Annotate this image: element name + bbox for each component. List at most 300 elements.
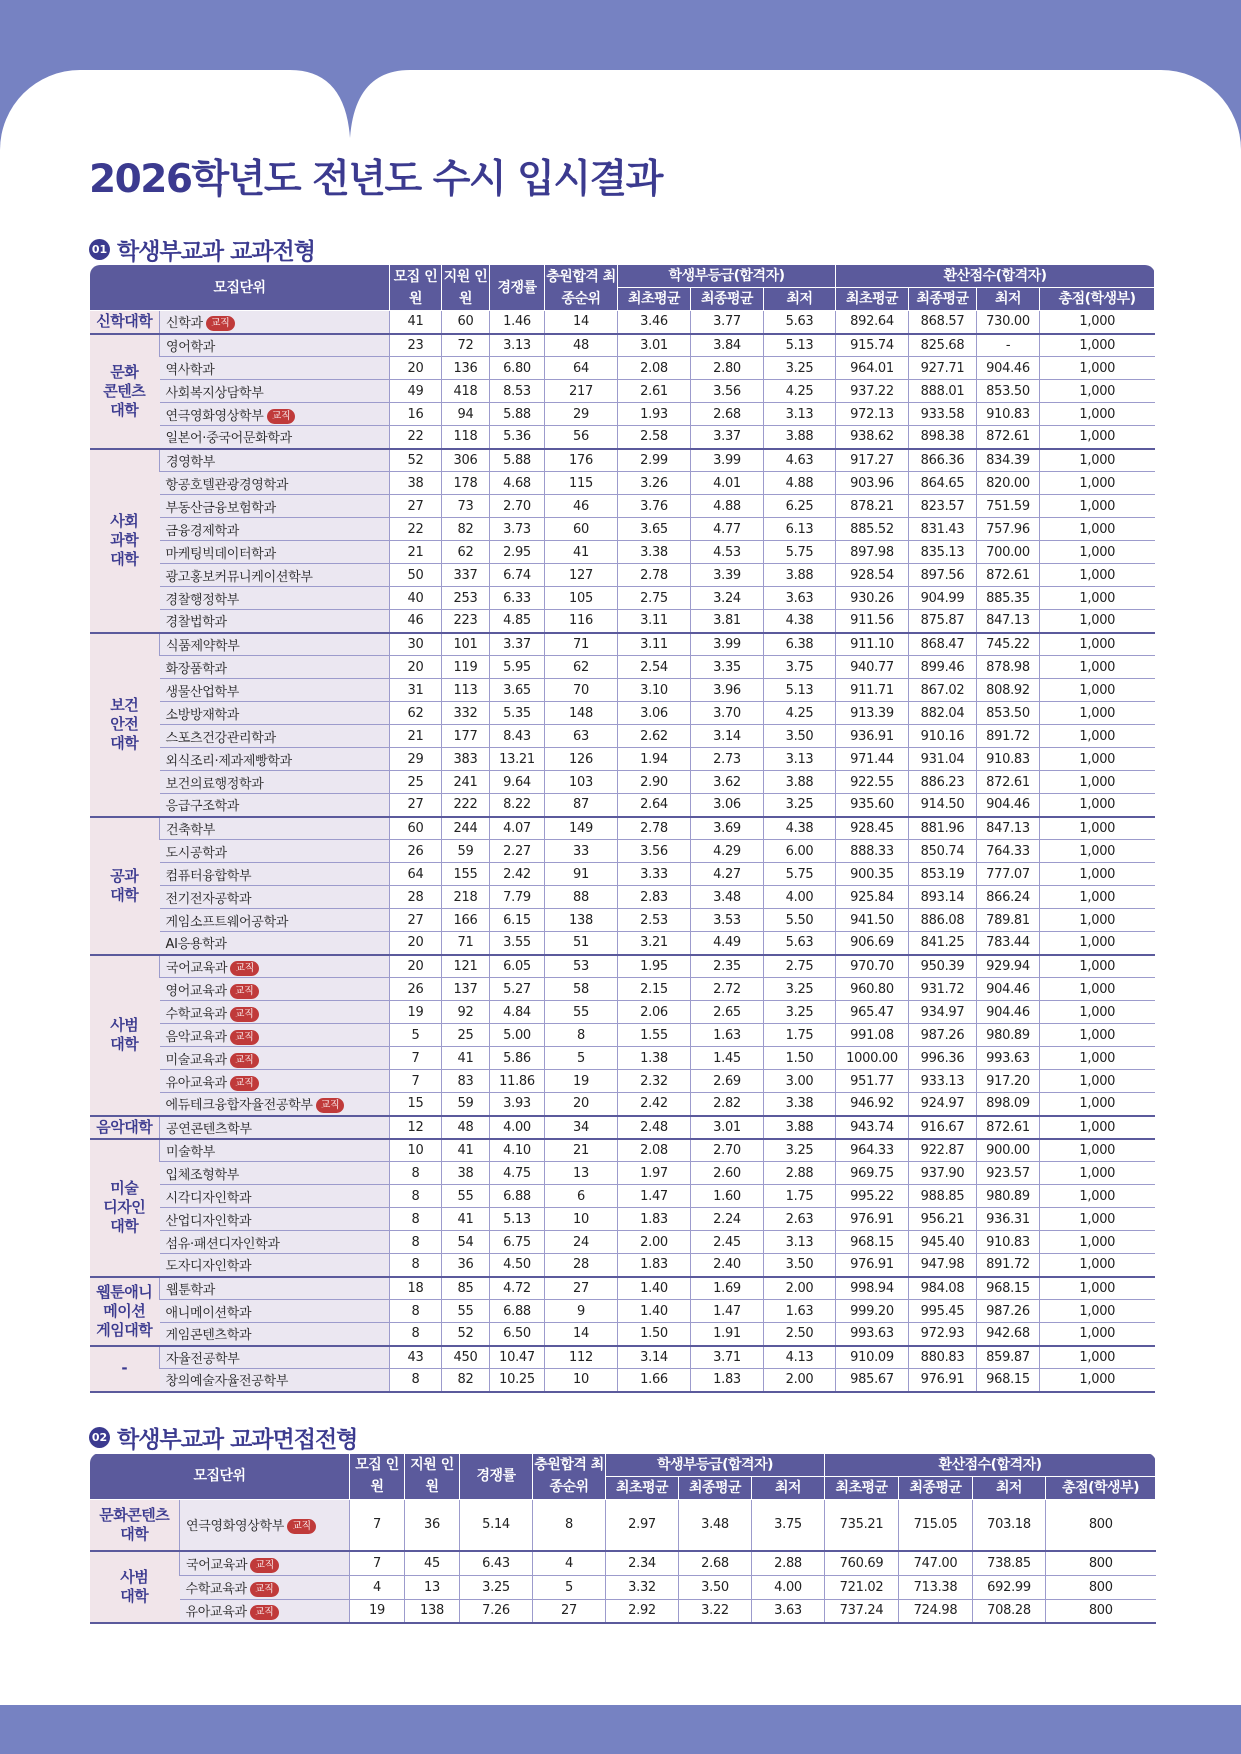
score-first-avg-cell: 915.74 <box>836 334 909 357</box>
score-first-avg-cell: 1000.00 <box>836 1047 909 1070</box>
grade-first-avg-cell: 3.21 <box>618 932 691 955</box>
score-first-avg-cell: 897.98 <box>836 541 909 564</box>
score-final-avg-cell: 950.39 <box>909 955 977 978</box>
table-row <box>90 1116 1155 1139</box>
grade-first-avg-cell: 3.14 <box>618 1346 691 1369</box>
grade-first-avg-cell: 1.93 <box>618 403 691 426</box>
college-cell: 신학대학 <box>90 311 160 334</box>
grade-first-avg-cell: 3.65 <box>618 518 691 541</box>
grade-min-cell: 3.63 <box>764 587 836 610</box>
score-first-avg-cell: 995.22 <box>836 1185 909 1208</box>
grade-min-cell: 2.88 <box>764 1162 836 1185</box>
grade-final-avg-cell: 1.45 <box>691 1047 764 1070</box>
grade-final-avg-cell: 2.68 <box>691 403 764 426</box>
final-rank-cell: 103 <box>545 771 618 794</box>
table-row <box>90 771 1155 794</box>
grade-min-cell: 4.88 <box>764 472 836 495</box>
score-final-avg-cell: 893.14 <box>909 886 977 909</box>
score-first-avg-cell: 976.91 <box>836 1254 909 1277</box>
final-rank-cell: 9 <box>545 1300 618 1323</box>
score-final-avg-cell: 888.01 <box>909 380 977 403</box>
total-cell: 1,000 <box>1040 702 1155 725</box>
ratio-cell: 4.50 <box>490 1254 545 1277</box>
total-cell: 1,000 <box>1040 564 1155 587</box>
score-final-avg-cell: 931.72 <box>909 978 977 1001</box>
score-first-avg-cell: 971.44 <box>836 748 909 771</box>
quota-cell: 7 <box>350 1499 405 1551</box>
unit-cell <box>160 334 390 357</box>
score-first-avg-cell: 911.10 <box>836 633 909 656</box>
total-cell: 1,000 <box>1040 1139 1155 1162</box>
applicants-cell: 178 <box>442 472 490 495</box>
final-rank-cell: 112 <box>545 1346 618 1369</box>
quota-cell: 52 <box>390 449 442 472</box>
final-rank-cell: 71 <box>545 633 618 656</box>
score-final-avg-cell: 898.38 <box>909 426 977 449</box>
quota-cell: 31 <box>390 679 442 702</box>
unit-cell <box>160 311 390 334</box>
unit-name: 입체조형학부 <box>165 1167 240 1183</box>
header-notch <box>290 0 410 140</box>
table-2-body <box>90 1499 1156 1623</box>
score-final-avg-cell: 916.67 <box>909 1116 977 1139</box>
grade-final-avg-cell: 3.99 <box>691 633 764 656</box>
section-number-badge: 02 <box>89 1427 110 1448</box>
score-final-avg-cell: 914.50 <box>909 794 977 817</box>
unit-cell <box>160 380 390 403</box>
table-row <box>90 886 1155 909</box>
total-cell: 1,000 <box>1040 633 1155 656</box>
score-first-avg-cell: 940.77 <box>836 656 909 679</box>
college-cell: 웹툰애니 메이션 게임대학 <box>90 1277 160 1346</box>
ratio-cell: 2.95 <box>490 541 545 564</box>
score-first-avg-cell: 991.08 <box>836 1024 909 1047</box>
score-final-avg-cell: 831.43 <box>909 518 977 541</box>
table-row <box>90 978 1155 1001</box>
grade-final-avg-cell: 3.96 <box>691 679 764 702</box>
quota-cell: 40 <box>390 587 442 610</box>
final-rank-cell: 91 <box>545 863 618 886</box>
grade-first-avg-cell: 2.32 <box>618 1070 691 1093</box>
unit-cell <box>160 449 390 472</box>
final-rank-cell: 27 <box>533 1599 606 1623</box>
ratio-cell: 6.80 <box>490 357 545 380</box>
grade-first-avg-cell: 1.38 <box>618 1047 691 1070</box>
score-min-cell: - <box>977 334 1040 357</box>
score-final-avg-cell: 910.16 <box>909 725 977 748</box>
final-rank-cell: 116 <box>545 610 618 633</box>
quota-cell: 22 <box>390 518 442 541</box>
header-grade-min: 최저 <box>752 1476 825 1499</box>
score-min-cell: 968.15 <box>977 1277 1040 1300</box>
header-unit: 모집단위 <box>90 1453 350 1499</box>
table-row <box>90 357 1155 380</box>
grade-final-avg-cell: 4.01 <box>691 472 764 495</box>
grade-min-cell: 3.63 <box>752 1599 825 1623</box>
ratio-cell: 6.43 <box>460 1551 533 1575</box>
grade-first-avg-cell: 1.97 <box>618 1162 691 1185</box>
ratio-cell: 4.10 <box>490 1139 545 1162</box>
table-row <box>90 794 1155 817</box>
table-row <box>90 1024 1155 1047</box>
section-title: 학생부교과 교과면접전형 <box>117 1427 358 1453</box>
ratio-cell: 6.50 <box>490 1323 545 1346</box>
quota-cell: 21 <box>390 541 442 564</box>
unit-name: 금융경제학과 <box>165 523 240 539</box>
score-min-cell: 703.18 <box>973 1499 1046 1551</box>
unit-cell <box>160 1208 390 1231</box>
score-min-cell: 853.50 <box>977 702 1040 725</box>
grade-first-avg-cell: 1.55 <box>618 1024 691 1047</box>
unit-name: 웹툰학과 <box>166 1282 216 1298</box>
score-min-cell: 730.00 <box>977 311 1040 334</box>
quota-cell: 7 <box>390 1047 442 1070</box>
score-final-avg-cell: 825.68 <box>909 334 977 357</box>
grade-final-avg-cell: 2.45 <box>691 1231 764 1254</box>
applicants-cell: 41 <box>442 1208 490 1231</box>
total-cell: 1,000 <box>1040 1001 1155 1024</box>
unit-name: 시각디자인학과 <box>165 1190 252 1206</box>
score-min-cell: 917.20 <box>977 1070 1040 1093</box>
applicants-cell: 82 <box>442 1369 490 1392</box>
table-row <box>90 702 1155 725</box>
table-row <box>90 1185 1155 1208</box>
final-rank-cell: 14 <box>545 311 618 334</box>
grade-first-avg-cell: 2.00 <box>618 1231 691 1254</box>
score-first-avg-cell: 913.39 <box>836 702 909 725</box>
total-cell: 800 <box>1046 1499 1156 1551</box>
grade-first-avg-cell: 2.78 <box>618 817 691 840</box>
score-first-avg-cell: 925.84 <box>836 886 909 909</box>
unit-cell <box>160 748 390 771</box>
grade-first-avg-cell: 2.83 <box>618 886 691 909</box>
applicants-cell: 332 <box>442 702 490 725</box>
college-cell: 사범 대학 <box>90 1551 180 1623</box>
final-rank-cell: 8 <box>545 1024 618 1047</box>
applicants-cell: 136 <box>442 357 490 380</box>
unit-cell <box>160 1254 390 1277</box>
table-row <box>90 679 1155 702</box>
unit-name: 경영학부 <box>166 454 216 470</box>
header-score-group: 환산점수(합격자) <box>836 265 1155 288</box>
score-final-avg-cell: 868.57 <box>909 311 977 334</box>
grade-first-avg-cell: 2.15 <box>618 978 691 1001</box>
grade-first-avg-cell: 2.97 <box>606 1499 679 1551</box>
unit-name: 미술교육과 <box>165 1052 227 1068</box>
ratio-cell: 6.75 <box>490 1231 545 1254</box>
table-row <box>90 518 1155 541</box>
unit-name: 연극영화영상학부 <box>165 408 264 424</box>
table-row <box>90 587 1155 610</box>
grade-final-avg-cell: 3.48 <box>679 1499 752 1551</box>
college-cell: 미술 디자인 대학 <box>90 1139 160 1277</box>
unit-cell <box>180 1575 350 1599</box>
applicants-cell: 55 <box>442 1185 490 1208</box>
page-title: 2026학년도 전년도 수시 입시결과 <box>89 157 662 202</box>
grade-final-avg-cell: 2.24 <box>691 1208 764 1231</box>
grade-final-avg-cell: 2.82 <box>691 1093 764 1116</box>
applicants-cell: 177 <box>442 725 490 748</box>
grade-first-avg-cell: 3.32 <box>606 1575 679 1599</box>
grade-first-avg-cell: 3.01 <box>618 334 691 357</box>
total-cell: 1,000 <box>1040 1323 1155 1346</box>
applicants-cell: 92 <box>442 1001 490 1024</box>
score-final-avg-cell: 850.74 <box>909 840 977 863</box>
score-min-cell: 847.13 <box>977 610 1040 633</box>
grade-min-cell: 2.63 <box>764 1208 836 1231</box>
ratio-cell: 3.55 <box>490 932 545 955</box>
grade-final-avg-cell: 4.49 <box>691 932 764 955</box>
applicants-cell: 138 <box>405 1599 460 1623</box>
ratio-cell: 5.86 <box>490 1047 545 1070</box>
quota-cell: 19 <box>390 1001 442 1024</box>
applicants-cell: 113 <box>442 679 490 702</box>
final-rank-cell: 51 <box>545 932 618 955</box>
table-row <box>90 863 1155 886</box>
applicants-cell: 253 <box>442 587 490 610</box>
table-row <box>90 932 1155 955</box>
total-cell: 1,000 <box>1040 1369 1155 1392</box>
ratio-cell: 5.13 <box>490 1208 545 1231</box>
quota-cell: 10 <box>390 1139 442 1162</box>
score-final-avg-cell: 904.99 <box>909 587 977 610</box>
score-final-avg-cell: 880.83 <box>909 1346 977 1369</box>
total-cell: 1,000 <box>1040 1024 1155 1047</box>
quota-cell: 43 <box>390 1346 442 1369</box>
ratio-cell: 6.74 <box>490 564 545 587</box>
unit-name: 광고홍보커뮤니케이션학부 <box>165 569 313 585</box>
teaching-badge: 교직 <box>230 1053 259 1068</box>
header-grade-final-avg: 최종평균 <box>691 288 764 311</box>
table-row <box>90 1346 1155 1369</box>
grade-min-cell: 6.25 <box>764 495 836 518</box>
unit-cell <box>160 1001 390 1024</box>
score-first-avg-cell: 972.13 <box>836 403 909 426</box>
teaching-badge: 교직 <box>287 1519 316 1534</box>
score-min-cell: 847.13 <box>977 817 1040 840</box>
table-row <box>90 1369 1155 1392</box>
score-first-avg-cell: 911.71 <box>836 679 909 702</box>
final-rank-cell: 176 <box>545 449 618 472</box>
score-first-avg-cell: 999.20 <box>836 1300 909 1323</box>
table-row <box>90 1323 1155 1346</box>
table-row <box>90 1070 1155 1093</box>
score-final-avg-cell: 724.98 <box>899 1599 973 1623</box>
grade-final-avg-cell: 3.53 <box>691 909 764 932</box>
applicants-cell: 223 <box>442 610 490 633</box>
unit-cell <box>160 955 390 978</box>
final-rank-cell: 87 <box>545 794 618 817</box>
grade-final-avg-cell: 2.73 <box>691 748 764 771</box>
ratio-cell: 4.85 <box>490 610 545 633</box>
grade-min-cell: 4.38 <box>764 817 836 840</box>
total-cell: 1,000 <box>1040 863 1155 886</box>
header-score-first-avg: 최초평균 <box>836 288 909 311</box>
applicants-cell: 25 <box>442 1024 490 1047</box>
unit-name: 사회복지상담학부 <box>165 385 264 401</box>
ratio-cell: 5.35 <box>490 702 545 725</box>
grade-min-cell: 2.88 <box>752 1551 825 1575</box>
table-row <box>90 311 1155 334</box>
grade-min-cell: 3.50 <box>764 725 836 748</box>
applicants-cell: 59 <box>442 1093 490 1116</box>
score-min-cell: 900.00 <box>977 1139 1040 1162</box>
ratio-cell: 5.95 <box>490 656 545 679</box>
teaching-badge: 교직 <box>230 961 259 976</box>
applicants-cell: 241 <box>442 771 490 794</box>
final-rank-cell: 33 <box>545 840 618 863</box>
quota-cell: 25 <box>390 771 442 794</box>
section-heading-1 <box>89 234 1154 264</box>
grade-final-avg-cell: 4.77 <box>691 518 764 541</box>
score-min-cell: 929.94 <box>977 955 1040 978</box>
teaching-badge: 교직 <box>230 1076 259 1091</box>
grade-min-cell: 2.75 <box>764 955 836 978</box>
quota-cell: 28 <box>390 886 442 909</box>
score-min-cell: 708.28 <box>973 1599 1046 1623</box>
score-first-avg-cell: 965.47 <box>836 1001 909 1024</box>
score-final-avg-cell: 715.05 <box>899 1499 973 1551</box>
score-final-avg-cell: 886.23 <box>909 771 977 794</box>
score-final-avg-cell: 988.85 <box>909 1185 977 1208</box>
total-cell: 1,000 <box>1040 541 1155 564</box>
quota-cell: 7 <box>350 1551 405 1575</box>
final-rank-cell: 28 <box>545 1254 618 1277</box>
score-min-cell: 878.98 <box>977 656 1040 679</box>
grade-min-cell: 3.88 <box>764 1116 836 1139</box>
quota-cell: 8 <box>390 1231 442 1254</box>
unit-cell <box>160 794 390 817</box>
header-score-min: 최저 <box>973 1476 1046 1499</box>
score-first-avg-cell: 892.64 <box>836 311 909 334</box>
unit-cell <box>160 1093 390 1116</box>
score-min-cell: 910.83 <box>977 403 1040 426</box>
score-first-avg-cell: 760.69 <box>825 1551 899 1575</box>
unit-cell <box>160 886 390 909</box>
header-grade-min: 최저 <box>764 288 836 311</box>
applicants-cell: 73 <box>442 495 490 518</box>
teaching-badge: 교직 <box>230 984 259 999</box>
final-rank-cell: 55 <box>545 1001 618 1024</box>
applicants-cell: 55 <box>442 1300 490 1323</box>
score-final-avg-cell: 882.04 <box>909 702 977 725</box>
grade-first-avg-cell: 1.95 <box>618 955 691 978</box>
unit-cell <box>160 702 390 725</box>
total-cell: 800 <box>1046 1599 1156 1623</box>
unit-name: 에듀테크융합자율전공학부 <box>165 1098 313 1114</box>
score-min-cell: 866.24 <box>977 886 1040 909</box>
total-cell: 1,000 <box>1040 403 1155 426</box>
header-final-rank: 충원합격 최종순위 <box>545 265 618 311</box>
grade-min-cell: 4.00 <box>752 1575 825 1599</box>
grade-final-avg-cell: 1.47 <box>691 1300 764 1323</box>
total-cell: 1,000 <box>1040 1116 1155 1139</box>
unit-cell <box>160 541 390 564</box>
total-cell: 1,000 <box>1040 771 1155 794</box>
table-row <box>90 1599 1156 1623</box>
grade-final-avg-cell: 2.68 <box>679 1551 752 1575</box>
grade-final-avg-cell: 3.35 <box>691 656 764 679</box>
unit-name: 수학교육과 <box>185 1581 247 1597</box>
final-rank-cell: 53 <box>545 955 618 978</box>
grade-min-cell: 6.00 <box>764 840 836 863</box>
total-cell: 1,000 <box>1040 1300 1155 1323</box>
total-cell: 1,000 <box>1040 610 1155 633</box>
unit-cell <box>160 1323 390 1346</box>
table-row <box>90 748 1155 771</box>
grade-min-cell: 1.50 <box>764 1047 836 1070</box>
unit-cell <box>160 1346 390 1369</box>
grade-first-avg-cell: 1.40 <box>618 1277 691 1300</box>
unit-name: 수학교육과 <box>165 1006 227 1022</box>
unit-name: 경찰행정학부 <box>165 592 240 608</box>
total-cell: 1,000 <box>1040 656 1155 679</box>
grade-first-avg-cell: 3.46 <box>618 311 691 334</box>
score-final-avg-cell: 927.71 <box>909 357 977 380</box>
total-cell: 1,000 <box>1040 1231 1155 1254</box>
grade-min-cell: 3.13 <box>764 403 836 426</box>
grade-min-cell: 4.25 <box>764 702 836 725</box>
teaching-badge: 교직 <box>316 1098 345 1113</box>
score-first-avg-cell: 888.33 <box>836 840 909 863</box>
applicants-cell: 101 <box>442 633 490 656</box>
grade-first-avg-cell: 3.56 <box>618 840 691 863</box>
applicants-cell: 52 <box>442 1323 490 1346</box>
total-cell: 1,000 <box>1040 840 1155 863</box>
quota-cell: 26 <box>390 978 442 1001</box>
quota-cell: 27 <box>390 794 442 817</box>
total-cell: 1,000 <box>1040 1185 1155 1208</box>
score-final-avg-cell: 899.46 <box>909 656 977 679</box>
total-cell: 1,000 <box>1040 886 1155 909</box>
grade-final-avg-cell: 3.56 <box>691 380 764 403</box>
applicants-cell: 155 <box>442 863 490 886</box>
unit-cell <box>160 1070 390 1093</box>
grade-min-cell: 3.25 <box>764 978 836 1001</box>
header-score-final-avg: 최종평균 <box>909 288 977 311</box>
grade-final-avg-cell: 3.81 <box>691 610 764 633</box>
grade-final-avg-cell: 3.77 <box>691 311 764 334</box>
applicants-cell: 62 <box>442 541 490 564</box>
score-first-avg-cell: 922.55 <box>836 771 909 794</box>
ratio-cell: 1.46 <box>490 311 545 334</box>
quota-cell: 8 <box>390 1254 442 1277</box>
quota-cell: 18 <box>390 1277 442 1300</box>
grade-first-avg-cell: 2.53 <box>618 909 691 932</box>
unit-cell <box>180 1599 350 1623</box>
quota-cell: 60 <box>390 817 442 840</box>
grade-first-avg-cell: 2.62 <box>618 725 691 748</box>
header-grade-first-avg: 최초평균 <box>606 1476 679 1499</box>
table-row <box>90 633 1155 656</box>
grade-min-cell: 3.88 <box>764 564 836 587</box>
table-row <box>90 1300 1155 1323</box>
ratio-cell: 3.93 <box>490 1093 545 1116</box>
grade-min-cell: 3.25 <box>764 1139 836 1162</box>
header-total: 총점(학생부) <box>1046 1476 1156 1499</box>
score-first-avg-cell: 964.33 <box>836 1139 909 1162</box>
applicants-cell: 54 <box>442 1231 490 1254</box>
grade-min-cell: 5.75 <box>764 863 836 886</box>
score-min-cell: 904.46 <box>977 357 1040 380</box>
score-final-avg-cell: 823.57 <box>909 495 977 518</box>
grade-final-avg-cell: 3.39 <box>691 564 764 587</box>
table-row <box>90 1254 1155 1277</box>
score-final-avg-cell: 937.90 <box>909 1162 977 1185</box>
ratio-cell: 4.68 <box>490 472 545 495</box>
score-min-cell: 910.83 <box>977 748 1040 771</box>
grade-min-cell: 5.13 <box>764 679 836 702</box>
